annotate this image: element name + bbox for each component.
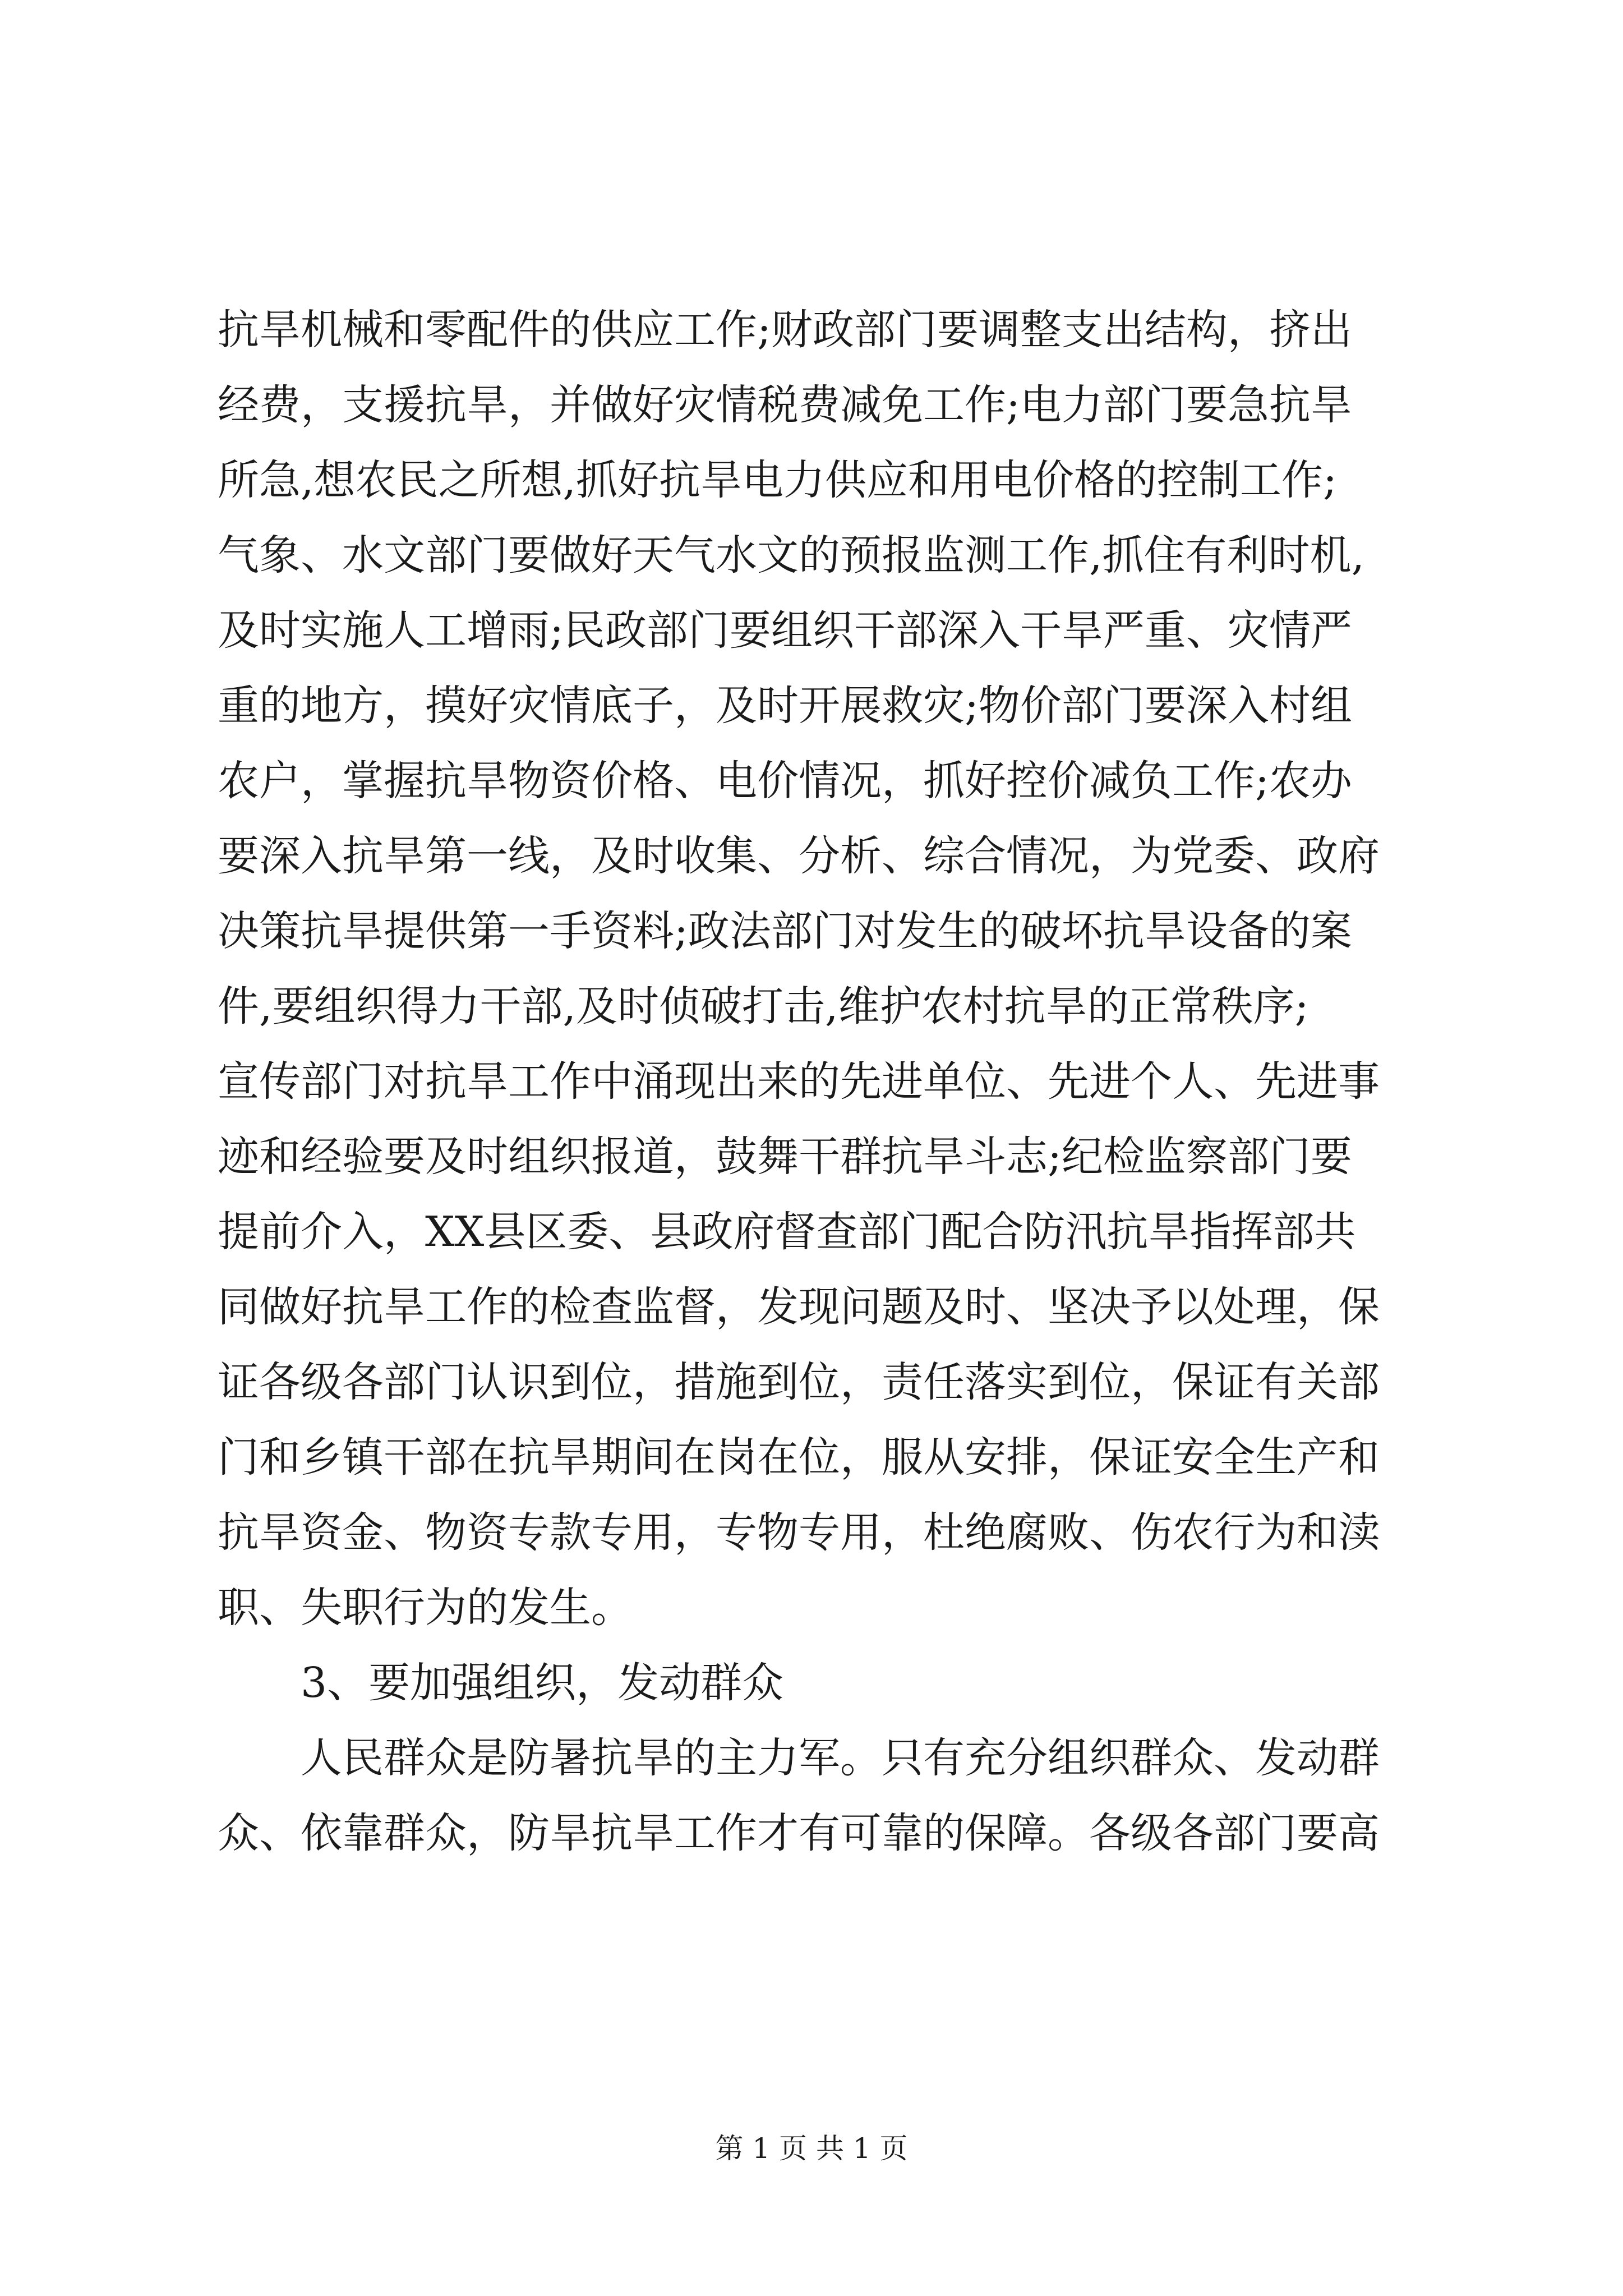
text-line: 决策抗旱提供第一手资料;政法部门对发生的破坏抗旱设备的案	[218, 907, 1352, 955]
text-line: 抗旱机械和零配件的供应工作;财政部门要调整支出结构，挤出	[218, 306, 1352, 354]
text-line: 所急,想农民之所想,抓好抗旱电力供应和用电价格的控制工作;	[218, 456, 1337, 504]
text-line: 同做好抗旱工作的检查监督，发现问题及时、坚决予以处理，保	[218, 1283, 1380, 1331]
section-heading: 3、要加强组织，发动群众	[301, 1659, 784, 1707]
text-line: 宣传部门对抗旱工作中涌现出来的先进单位、先进个人、先进事	[218, 1057, 1380, 1106]
text-line: 气象、水文部门要做好天气水文的预报监测工作,抓住有利时机,	[218, 531, 1365, 579]
text-line: 农户，掌握抗旱物资价格、电价情况，抓好控价减负工作;农办	[218, 757, 1352, 805]
text-line: 经费，支援抗旱，并做好灾情税费减免工作;电力部门要急抗旱	[218, 381, 1352, 429]
paragraph-first-line: 人民群众是防暑抗旱的主力军。只有充分组织群众、发动群	[301, 1734, 1380, 1782]
text-line: 件,要组织得力干部,及时侦破打击,维护农村抗旱的正常秩序;	[218, 982, 1309, 1030]
text-line: 重的地方，摸好灾情底子，及时开展救灾;物价部门要深入村组	[218, 682, 1352, 730]
text-line: 众、依靠群众，防旱抗旱工作才有可靠的保障。各级各部门要高	[218, 1809, 1380, 1857]
text-line: 职、失职行为的发生。	[218, 1584, 633, 1632]
text-line: 门和乡镇干部在抗旱期间在岗在位，服从安排，保证安全生产和	[218, 1433, 1380, 1481]
text-line: 及时实施人工增雨;民政部门要组织干部深入干旱严重、灾情严	[218, 606, 1352, 655]
text-line: 提前介入，XX县区委、县政府督查部门配合防汛抗旱指挥部共	[218, 1208, 1356, 1256]
page-footer: 第 1 页 共 1 页	[715, 2132, 908, 2165]
text-line: 抗旱资金、物资专款专用，专物专用，杜绝腐败、伤农行为和渎	[218, 1508, 1380, 1557]
text-line: 证各级各部门认识到位，措施到位，责任落实到位，保证有关部	[218, 1358, 1380, 1406]
text-line: 要深入抗旱第一线，及时收集、分析、综合情况，为党委、政府	[218, 832, 1380, 880]
text-line: 迹和经验要及时组织报道，鼓舞干群抗旱斗志;纪检监察部门要	[218, 1133, 1352, 1181]
